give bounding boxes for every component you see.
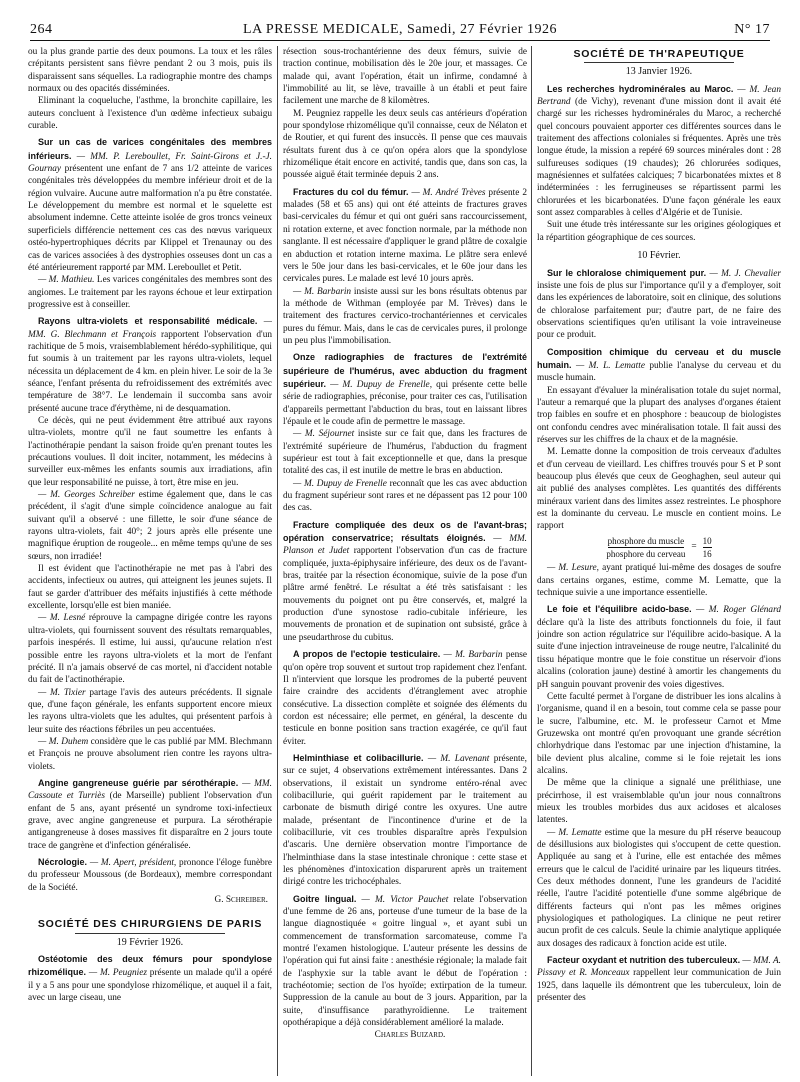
article-text: pense qu'on opère trop souvent et surtout trop rapidement chez l'enfant. Il n'intervient que lorsque les prodromes de la puberté peuvent faire craindre des accidents d'étranglement avec atrophie consécutive. La dissection complète et soignée des éléments du cordon est nécessaire; elle permet, en général, la descente du testicule en bonne position sans traction exagérée, ce qu'il faut éviter. [283,650,527,747]
page-header [30,22,770,38]
article-heading: Goitre lingual. [293,893,357,904]
article-text: présente 2 malades (58 et 65 ans) qui ont été atteints de fractures graves basi-cervicales du fémur et qui ont guéri sans raccourcissement, ni rotation externe, et avec fonction normale, par la méthode non sanglante. Il est nécessaire d'appliquer le grand plâtre de coxalgie en abduction et rotation interne maxima. Le plâtre sera enlevé vers le 50e jour dans les basi-cervicales, et le 60e jour dans les cervicales pures. Le malade est levé 10 jours après. [283,187,527,285]
column-1 [28,46,272,1076]
article [283,478,527,515]
signature: Charles Buizard. [374,1030,446,1041]
article-author: — MM. Cassoute et Turriès [28,778,272,802]
article-author: — M. Roger Glénard [696,605,781,616]
article-author: — M. J. Chevalier [709,268,781,279]
article-heading: Sur le chloralose chimiquement pur. [547,267,707,278]
header-rule [30,40,770,41]
article [28,612,272,686]
page-number: 264 [30,22,53,37]
paragraph: Ce décès, qui ne peut évidemment être attribué aux rayons ultra-violets, montre qu'il ne faut soumettre les enfants à l'actinothérapie pendant la saison froide qu'en prenant toutes les précautions voulues. Il doit inciter, notamment, les médecins à surveiller eux-mêmes les enfants soumis aux irradiations, afin que leur responsabilité ne puisse, à tort, être mise en jeu. [28,415,272,488]
article-author: — M. Barbarin [443,650,503,661]
article-heading: Nécrologie. [38,857,88,867]
article-author: — M. Lesné [38,613,86,624]
fraction-denominator: phosphore du cerveau [606,549,686,560]
fraction-value-numerator: 10 [703,535,712,548]
issue-number: N° 17 [734,22,770,37]
article-text: (de Marseille) publient l'observation d'un enfant de 5 ans, ayant présenté un syndrome toxi-infectieux grave, avec angine gangreneuse et purpura. La sérothérapie antigangreneuse à doses massives fit disparaître en 2 jours toute trace de gangrène et d'infection généralisée. [28,791,272,851]
article-author: — M. Dupuy de Frenelle [293,478,387,489]
article [537,603,781,690]
paragraph: Cette faculté permet à l'organe de distribuer les ions alcalins à l'organisme, quand il en a besoin, tout comme cela se passe pour le sucre, l'albumine, etc. M. le professeur Carnot et Mme Gruzewska ont montré qu'en provoquant une grande sécrétion chlorhydrique dans l'estomac par une injection d'histamine, la bile devient plus alcaline, comme si le foie rejetait les ions alcalins. [537,691,781,776]
article [28,315,272,415]
section-date: 19 Février 1926. [116,936,184,948]
article-heading: Facteur oxydant et nutrition des tuberculeux. [547,955,741,966]
column-2 [283,46,527,1076]
article-author: — MM. Planson et Judet [283,534,527,557]
article [283,893,527,1030]
journal-title: LA PRESSE MEDICALE, Samedi, 27 Février 1926 [243,22,557,37]
article-text: déclare qu'à la liste des attributs fonctionnels du foie, il faut joindre son action régulatrice sur l'équilibre acido-basique. A la suite d'une injection intraveineuse de rouge neutre, l'alcalinité du tissu hépatique montre que le foie constitue un réservoir d'ions alcalins (coloration jaune) destiné à amortir les changements du pH sanguin pouvant provenir des voies digestives. [537,617,781,690]
article-author: — M. Jean Bertrand [537,84,781,108]
article-author: — M. Dupuy de Frenelle, [330,379,433,390]
article-author: — M. Lavenant [427,753,490,764]
paragraph: En essayant d'évaluer la minéralisation totale du sujet normal, l'auteur a remarqué que la plupart des analyses d'organes étaient trop faibles en soufre et en phosphore : beaucoup de biologistes ont confondu cendres avec minéralisation totale. Il fait aussi des réserves sur les chiffres de la chaux et de la magnésie. [537,385,781,445]
article [537,562,781,599]
section-date: 10 Février. [637,250,681,262]
signature: G. Schreiber. [214,895,268,906]
article [28,736,272,773]
article-author: — MM. P. Lereboullet, Fr. Saint-Girons et J.-J. Gournay [28,151,272,175]
article-author: — M. André Trèves [411,187,486,198]
fraction-value [703,535,712,561]
article-heading: Fractures du col du fémur. [293,186,409,197]
article-text: publie l'analyse du cerveau et du muscle humain. [537,360,781,384]
section-rule [75,933,225,934]
article-heading: Composition chimique du cerveau et du muscle humain. [537,346,781,370]
article-author: — M. Lesure, [547,563,599,574]
article-text: partage l'avis des auteurs précédents. Il signale que, d'une façon générale, les enfants supportent encore mieux les rayons ultra-violets que les adultes, qui présentent parfois à leur suite des réactions fébriles un peu accentuées. [28,687,272,735]
article [537,267,781,342]
article-author: — M. Tixier [38,687,86,698]
article-heading: A propos de l'ectopie testiculaire. [293,649,441,660]
fraction-numerator: phosphore du muscle [608,535,685,548]
article-heading: Helminthiase et colibacillurie. [293,752,424,763]
article-author: — M. Duhem [38,736,89,747]
paragraph: Eliminant la coqueluche, l'asthme, la bronchite capillaire, les auteurs concluent à l'existence d'un œdème infectieux subaigu curable. [28,96,272,132]
article-heading: Onze radiographies de fractures de l'extrémité supérieure de l'humérus, avec abduction du fragment supérieur. [283,352,527,389]
article-author: — M. Apert, président, [89,858,177,868]
article-text: rapportent l'observation d'un rachitique de 5 mois, vraisemblablement hérédo-syphilitique, qui fut soumis à un traitement par les rayons ultra-violets, lequel nécessita un déplacement de 4 km. en plein hiver. Le soir de la 3e séance, l'enfant présenta du refroidissement des extrémités avec température de 38°7. Le lendemain il succomba sans avoir présenté aucune trace d'érythème, ni de desquamation. [28,329,272,414]
article [28,274,272,311]
article-heading: Rayons ultra-violets et responsabilité médicale. [38,316,258,327]
article-author: — M. Victor Pauchet [361,894,449,905]
column-separator [531,46,532,1076]
article-author: — M. Séjournet [293,429,355,440]
article [283,428,527,477]
section-title: SOCIÉTÉ DES CHIRURGIENS DE PARIS [37,918,263,931]
article-author: — M. Peugniez [88,968,147,979]
article-text: rappellent leur communication de Juin 1925, dans laquelle ils démontrent que les tuberculeux, loin de présenter des [537,968,781,1004]
article-author: — MM. A. Pissavy et R. Monceaux [537,956,781,979]
section-title: SOCIÉTÉ DE TH'RAPEUTIQUE [573,48,745,60]
article-text: réprouve la campagne dirigée contre les rayons ultra-violets, qui fournissent souvent des résultats remarquables, parfois inespérés. Il estime, lui aussi, qu'aucune relation n'est possible entre les rayons ultra-violets et la mort de l'enfant précité. Il n'a jamais observé de cas mortel, ni d'accident notable du fait de l'actinothérapie. [28,613,272,686]
article [28,489,272,563]
paragraph: Suit une étude très intéressante sur les origines géologiques et la répartition géographique de ces sources. [537,220,781,243]
article-text: estime que la mesure du pH réserve beaucoup de désillusions aux biologistes qui s'occupent de cette question. Appliquée au sang et à l'urine, elle est entachée des mêmes erreurs que le calcul de l'acidité urinaire par les liqueurs titrées. Ces deux méthodes donnent, l'une les grandeurs de l'acidité réelle, l'autre l'acidité potentielle d'une somme algébrique de différents facteurs qui n'ont pas les mêmes origines physiologiques et pathologiques. La clinique ne peut retirer aucun profit de ces calculs. Seule la chimie analytique appliquée aux dosages des radicaux à fonction acide est utile. [537,827,781,949]
article-text: insiste une fois de plus sur l'importance qu'il y a d'employer, soit dans les expériences de laboratoire, soit en clinique, des solutions de chloralose parfaitement pur; d'autre part, de ne faire des observations scientifiques qu'en utilisant la voie intraveineuse pour ce produit. [537,280,781,341]
article-heading: Sur un cas de varices congénitales des membres inférieurs. [28,137,272,161]
fraction-value-denominator: 16 [702,549,712,560]
article-text: ayant pratiqué lui-même des dosages de soufre dans certains organes, estime, comme M. Lematte, que la technique suivie a une importance essentielle. [537,563,781,599]
article [28,136,272,274]
article [537,827,781,950]
article-heading: Ostéotomie des deux fémurs pour spondylose rhizomélique. [28,954,272,978]
article [28,777,272,852]
article [28,856,272,894]
paragraph: résection sous-trochantérienne des deux fémurs, suivie de traction continue, mobilisation dès le 20e jour, et massages. Ce malade qui, avant l'opération, était un infirme, condamné à l'immobilité au lit, se lève, travaille à un établi et peut faire facilement une marche de 8 kilomètres. [283,47,527,107]
ratio-formula [537,535,781,561]
article-text: considère que le cas publié par MM. Blechmann et François ne prouve absolument rien contre les rayons ultra-violets. [28,736,272,772]
article-heading: Angine gangreneuse guérie par sérothérapie. [38,777,239,788]
article-text: rapportent l'observation d'un cas de fracture compliquée, juxta-épiphysaire inférieure, des deux os de l'avant-bras, traitée par la résection économique, suivie de la pose d'un plâtre armé fenêtré. Le résultat a été très satisfaisant : les mouvements du poignet ont pu être conservés, et, malgré la production d'une synostose radio-cubitale inférieure, les mouvements de pronation et de supination ont subsisté, grâce à une pseudarthrose du cubitus. [283,546,527,643]
article-author: — M. Lematte [547,827,602,838]
article-author: — M. Georges Schreiber [38,490,135,501]
article-text: présente, sur ce sujet, 4 observations extrêmement intéressantes. Dans 2 observations, il existait un syndrome entéro-rénal avec colibacillurie, qui guérit rapidement par le traitement au carbonate de bismuth dirigé contre les oxyures. Une autre malade, présentant de l'incontinence d'urine et de la colibacillurie, vit ces troubles disparaître après l'expulsion d'ascaris. Une dernière observation montre l'importance de l'helminthiase dans la stase intestinale chronique : cette stase et les phénomènes d'intoxication disparurent après un traitement dirigé contre les trichocéphales. [283,753,527,888]
column-3 [537,46,781,1076]
article-text: relate l'observation d'une femme de 26 ans, porteuse d'une tumeur de la base de la langue diagnostiquée « goitre lingual », et ayant subi un commencement de transformation sarcomateuse, comme l'a montré l'examen histologique. L'auteur présente les dessins de l'opération qui fut ainsi faite : anesthésie régionale; la malade fait de l'asphyxie sur la table avant le début de l'opération : trachéotomie; section de l'os hyoïde; extirpation de la tumeur. Suppression de la canule au bout de 3 jours. Apparition, par la suite, d'insuffisance parathyroïdienne. Le traitement opothérapique a déjà considérablement amélioré la malade. [283,894,527,1029]
article-author: — M. Mathieu. [38,275,95,286]
article-text: estime également que, dans le cas précédent, il s'agit d'une simple coïncidence analogue au fait suivant qu'il a observé : une fillette, le soir d'une séance de rayons ultra-violets, fait 40°; 2 jours après elle présente une magnifique éruption de rougeole... en même temps qu'une de ses sœurs, non irradiée! [28,490,272,562]
article-text: insiste sur ce fait que, dans les fractures de l'extrémité supérieure de l'humérus, l'abduction du fragment supérieur est tout à fait exceptionnelle et que, dans la presque totalité des cas, il est inutile de mettre le bras en abduction. [283,429,527,477]
article [537,346,781,385]
article-text: reconnaît que les cas avec abduction du fragment supérieur sont rares et ne dépassent pas 12 pour 100 des cas. [283,478,527,514]
article-author: — M. L. Lematte [575,360,645,371]
article-text: Les varices congénitales des membres sont des angiomes. Le traitement par les rayons échoue et leur extirpation progressive est à conseiller. [28,275,272,310]
article-heading: Les recherches hydrominérales au Maroc. [547,83,734,94]
article [537,954,781,1004]
article [283,351,527,428]
article [537,83,781,220]
article-text: (de Vichy), revenant d'une mission dont il avait été chargé sur les richesses hydrominérales du Maroc, a recherché quel concours pouvaient apporter ces différentes sources dans le traitement des affections coloniales si fréquentes. Après une très longue étude, la mission a repéré 69 sources minérales dont : 28 sulfureuses sodiques (19 chaudes); 26 chlorurées sodiques, magnésiennes et sulfatées calciques; 7 bicarbonatées mixtes et 8 indéterminées : les ferrugineuses se répartissent parmi les chlorurées et les bicarbonatées. D'une façon générale les eaux sont assez comparables à celles d'Algérie et de Tunisie. [537,97,781,219]
article-text: présentent une enfant de 7 ans 1/2 atteinte de varices congénitales très développées du membre inférieur droit et de la région vulvaire. Aucune autre malformation n'a pu être constatée. Le développement du membre est normal et le squelette est absolument indemne. Cette atteinte isolée de gros troncs veineux superficiels différencie nettement ces cas des nœvus variqueux ostéo-hypertrophiques décrits par Klippel et Trenaunay ou des cas de varices associées à des dystrophies osseuses dont un cas a été antérieurement rapporté par MM. Lereboullet et Petit. [28,164,272,273]
equals-sign: = [691,542,697,553]
article-text: présente un malade qu'il a opéré il y a 5 ans pour une spondylose rhizomélique, et auquel il a fait, avec un large ciseau, une [28,968,272,1004]
section-date: 13 Janvier 1926. [625,66,693,78]
section-rule [584,62,734,63]
article [283,752,527,889]
article-text: prononce l'éloge funèbre du professeur Moussous (de Bordeaux), membre correspondant de la Société. [28,858,272,893]
paragraph: M. Peugniez rappelle les deux seuls cas antérieurs d'opération pour spondylose rhizomélique qu'il connaisse, ceux de Nélaton et de Routier, et qui furent des insuccès. Il pense que ces mauvais résultats furent dus à ce qu'on opéra alors que la spondylose rhizomélique était encore en activité, tandis que, dans son cas, la poussée aiguë était terminée depuis 2 ans. [283,108,527,181]
article-text: qui présente cette belle série de radiographies, préconise, pour traiter ces cas, l'utilisation d'appareils permettant l'abduction du bras, tout en laissant libres l'épaule et le coude afin de permettre le massage. [283,379,527,427]
paragraph: M. Lematte donne la composition de trois cerveaux d'adultes et d'un cerveau de vieillard. Les chiffres trouvés pour S et P sont beaucoup plus élevés que ceux de Geoghaghen, seul auteur qui ait publié des analyses complètes. Les quantités des différents minéraux varient dans des limites assez restreintes. Le phosphore est la dominante du cerveau. Le muscle en contient moins. Le rapport [537,447,781,532]
paragraph: De même que la clinique a signalé une prélithiase, une précirrhose, il est vraisemblable qu'un jour nous connaîtrons mieux les troubles morbides dus aux acidoses et alcaloses latentes. [537,778,781,826]
article [28,953,272,1004]
article-author: — M. Barbarin [293,286,352,297]
article-text: insiste aussi sur les bons résultats obtenus par la méthode de Withman (employée par M. Trèves) dans le traitement des fractures cervico-trochantériennes et cervicales pures du fémur. Mais, dans le cas de cervicales pures, il prolonge un peu plus l'immobilisation. [283,286,527,346]
article [283,648,527,748]
fraction-text [606,535,685,561]
paragraph: ou la plus grande partie des deux poumons. La toux et les râles crépitants persistent sans fièvre pendant 2 ou 3 mois, puis ils disparaissent sans séquelles. La radiographie montre des champs normaux ou des opacités disséminées. [28,47,272,95]
column-separator [277,46,278,1076]
article-heading: Le foie et l'équilibre acido-base. [547,604,692,615]
article [283,519,527,644]
paragraph: Il est évident que l'actinothérapie ne met pas à l'abri des accidents, infectieux ou autres, qui atteignent les jeunes sujets. Il faut se garder d'attribuer des méfaits injustifiés à cette méthode excellente, lorsqu'elle est bien maniée. [28,564,272,612]
article [28,687,272,736]
article [283,186,527,286]
article-heading: Fracture compliquée des deux os de l'avant-bras; opération conservatrice; résultats éloignés. [283,519,527,544]
article-author: — MM. G. Blechmann et François [28,317,272,340]
article [283,286,527,348]
